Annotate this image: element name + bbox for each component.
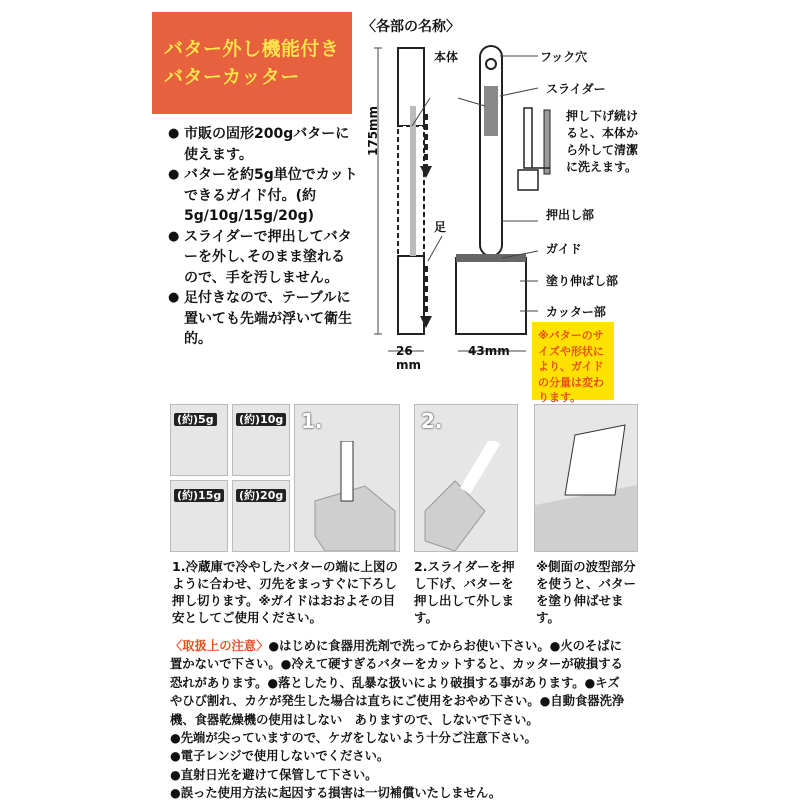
step-1-text: 1.冷蔵庫で冷やしたバターの端に上図のように合わせ、刃先をまっすぐに下ろし押し切ります。※ガイドはおおよその目安としてご使用ください。	[172, 559, 398, 625]
feature-item: ● 市販の固形200gバターに使えます。	[168, 124, 358, 165]
label-width-1: 26	[396, 344, 413, 358]
title-line-1: バター外し機能付き	[164, 38, 340, 60]
guide-panel-20g	[232, 480, 290, 552]
guide-label-20g: (約)20g	[236, 489, 286, 502]
feature-item: ● 足付きなので、テーブルに置いても先端が浮いて衛生的。	[168, 288, 358, 350]
step-1-illustration	[294, 404, 400, 552]
step-2-illustration	[414, 404, 518, 552]
guide-panel-5g	[170, 404, 228, 476]
label-spread-part: 塗り伸ばし部	[546, 274, 619, 288]
side-view-illustration	[374, 48, 432, 351]
feature-item: ● バターを約5g単位でカットできるガイド付。(約5g/10g/15g/20g)	[168, 165, 358, 227]
label-cutter-part: カッター部	[546, 305, 606, 319]
label-width-1-unit: mm	[396, 358, 422, 372]
caution-line: ●直射日光を避けて保管して下さい。	[170, 767, 378, 782]
product-title-box	[152, 12, 352, 114]
label-foot: 足	[434, 220, 447, 234]
product-diagram	[360, 36, 540, 376]
guide-label-10g: (約)10g	[236, 413, 286, 426]
cautions-heading: 〈取扱上の注意〉	[170, 639, 269, 653]
caution-line: ●誤った使用方法に起因する損害は一切補償いたしません。	[170, 786, 502, 801]
label-guide: ガイド	[546, 242, 582, 256]
guide-label-5g: (約)5g	[174, 413, 217, 426]
caution-line: ●はじめに食器用洗剤で洗ってからお使い下さい。●火のそばに置かないで下さい。●冷えて硬すぎるバターをカットすると、カッターが破損する恐れがあります。●落としたり、乱暴な扱いにより破損する事があります。●キズやひび割れ、カケが発生した場合は直ちにご使用をおやめ下さい。●自動食器洗浄機、食器乾燥機の使用はしない ありますので、しないで下さい。	[170, 639, 625, 727]
step-2-number: 2.	[421, 409, 443, 433]
label-width-2: 43mm	[468, 344, 510, 358]
label-hook-hole: フック穴	[540, 50, 588, 64]
step-2-drawing	[415, 441, 517, 551]
slider-detail-illustration	[510, 104, 560, 194]
label-height: 175mm	[366, 105, 380, 156]
label-slider: スライダー	[546, 82, 606, 96]
cautions-section	[170, 637, 630, 803]
step-3-text: ※側面の波型部分を使うと、バターを塗り伸ばせます。	[536, 559, 637, 625]
step-3-illustration	[534, 404, 638, 552]
label-body: 本体	[434, 50, 459, 64]
feature-item: ● スライダーで押出してバターを外し､そのまま塗れるので、手を汚しません。	[168, 227, 358, 289]
guide-panel-15g	[170, 480, 228, 552]
caution-line: ●先端が尖っていますので、ケガをしないよう十分ご注意下さい。	[170, 731, 537, 746]
front-view-illustration	[456, 46, 526, 351]
guide-label-15g: (約)15g	[174, 489, 224, 502]
label-push-part: 押出し部	[546, 208, 595, 222]
caution-line: ●電子レンジで使用しないでください。	[170, 749, 390, 764]
guide-panel-10g	[232, 404, 290, 476]
step-1-number: 1.	[301, 409, 323, 433]
step-1-drawing	[295, 441, 399, 551]
step-3-drawing	[535, 405, 637, 551]
step-2-text: 2.スライダーを押し下げ、バターを押し出して外します。	[414, 559, 515, 625]
feature-list	[168, 124, 358, 350]
push-note: 押し下げ続けると、本体から外して清潔に洗えます。	[566, 109, 639, 174]
parts-section-title: 〈各部の名称〉	[362, 19, 460, 35]
size-note: ※バターのサイズや形状により、ガイドの分量は変わります。	[532, 322, 614, 400]
title-line-2: バターカッター	[164, 66, 300, 88]
